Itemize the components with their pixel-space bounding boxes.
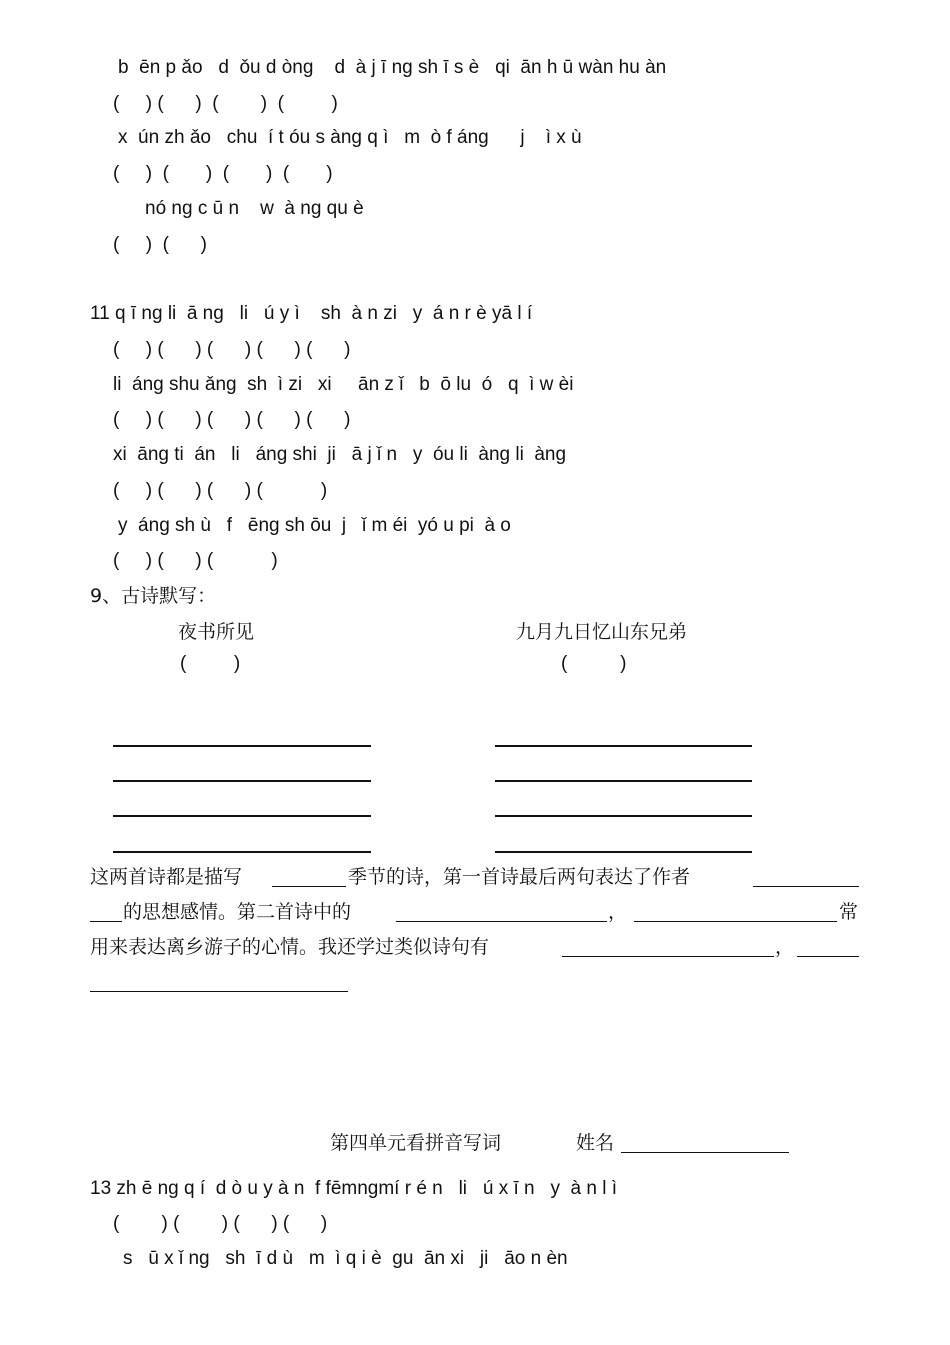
poem1-write-line[interactable] (113, 780, 371, 782)
answer-parens-row-5: ( ) ( ) ( ) ( ) ( ) (113, 409, 351, 430)
feeling-blank-part2[interactable] (90, 921, 122, 922)
season-blank[interactable] (272, 886, 346, 887)
poem2-write-line[interactable] (495, 780, 752, 782)
poem1-author-parens: ( ) (180, 653, 241, 674)
poem-line-blank-2[interactable] (634, 921, 837, 922)
name-field[interactable] (621, 1152, 789, 1153)
pinyin-row-1: b ēn p ǎo d ǒu d òng d à j ī ng sh ī s è qi ān h ū wàn hu àn (118, 57, 667, 78)
feeling-blank-part1[interactable] (753, 886, 859, 887)
answer-parens-row-6: ( ) ( ) ( ) ( ) (113, 480, 328, 501)
similar-line-blank-1[interactable] (562, 956, 774, 957)
comma: ， (608, 901, 628, 923)
pinyin-row-5: li áng shu ǎng sh ì zi xi ān z ǐ b ō lu ó q ì w èi (113, 374, 574, 395)
answer-parens-row-7: ( ) ( ) ( ) (113, 550, 278, 571)
answer-parens-row-2: ( ) ( ) ( ) ( ) (113, 163, 333, 184)
question-text-2a: 的思想感情。第二首诗中的 (123, 901, 352, 923)
question-text-3a: 用来表达离乡游子的心情。我还学过类似诗句有 (90, 936, 490, 958)
name-label: 姓名 (576, 1132, 615, 1154)
question-text-1b: 季节的诗，第一首诗最后两句表达了作者 (348, 866, 691, 888)
poem2-author-parens: ( ) (561, 653, 627, 674)
pinyin-row-3: nó ng c ū n w à ng qu è (145, 198, 364, 219)
pinyin-row-8: 13 zh ē ng q í d ò u y à n f fēmngmí r é n li ú x ī n y à n l ì (90, 1178, 617, 1199)
pinyin-row-7: y áng sh ù f ēng sh ōu j ǐ m éi yó u pi à o (118, 515, 511, 536)
pinyin-row-2: x ún zh ǎo chu í t óu s àng q ì m ò f áng j ì x ù (118, 127, 582, 148)
answer-parens-row-4: ( ) ( ) ( ) ( ) ( ) (113, 339, 351, 360)
question-text-1a: 这两首诗都是描写 (90, 866, 243, 888)
unit4-title: 第四单元看拼音写词 (330, 1132, 502, 1154)
question-text-2b: 常 (839, 901, 859, 923)
poem2-write-line[interactable] (495, 851, 752, 853)
section-heading-poems: 9、古诗默写： (90, 585, 217, 607)
poem2-write-line[interactable] (495, 815, 752, 817)
poem2-title: 九月九日忆山东兄弟 (516, 621, 688, 643)
pinyin-row-6: xi āng ti án li áng shi ji ā j ǐ n y óu li àng li àng (113, 444, 567, 465)
similar-line-blank-2b[interactable] (90, 991, 348, 992)
poem1-write-line[interactable] (113, 815, 371, 817)
poem1-write-line[interactable] (113, 851, 371, 853)
pinyin-row-9: s ū x ǐ ng sh ī d ù m ì q i è gu ān xi ji āo n èn (123, 1248, 568, 1269)
similar-line-blank-2a[interactable] (797, 956, 859, 957)
poem1-title: 夜书所见 (178, 621, 255, 643)
poem-line-blank-1[interactable] (396, 921, 607, 922)
answer-parens-row-3: ( ) ( ) (113, 234, 207, 255)
answer-parens-row-1: ( ) ( ) ( ) ( ) (113, 93, 338, 114)
poem1-write-line[interactable] (113, 745, 371, 747)
comma: ， (775, 936, 795, 958)
answer-parens-row-8: ( ) ( ) ( ) ( ) (113, 1213, 328, 1234)
pinyin-row-4: 11 q ī ng li ā ng li ú y ì sh à n zi y á n r è yā l í (90, 303, 533, 324)
poem2-write-line[interactable] (495, 745, 752, 747)
